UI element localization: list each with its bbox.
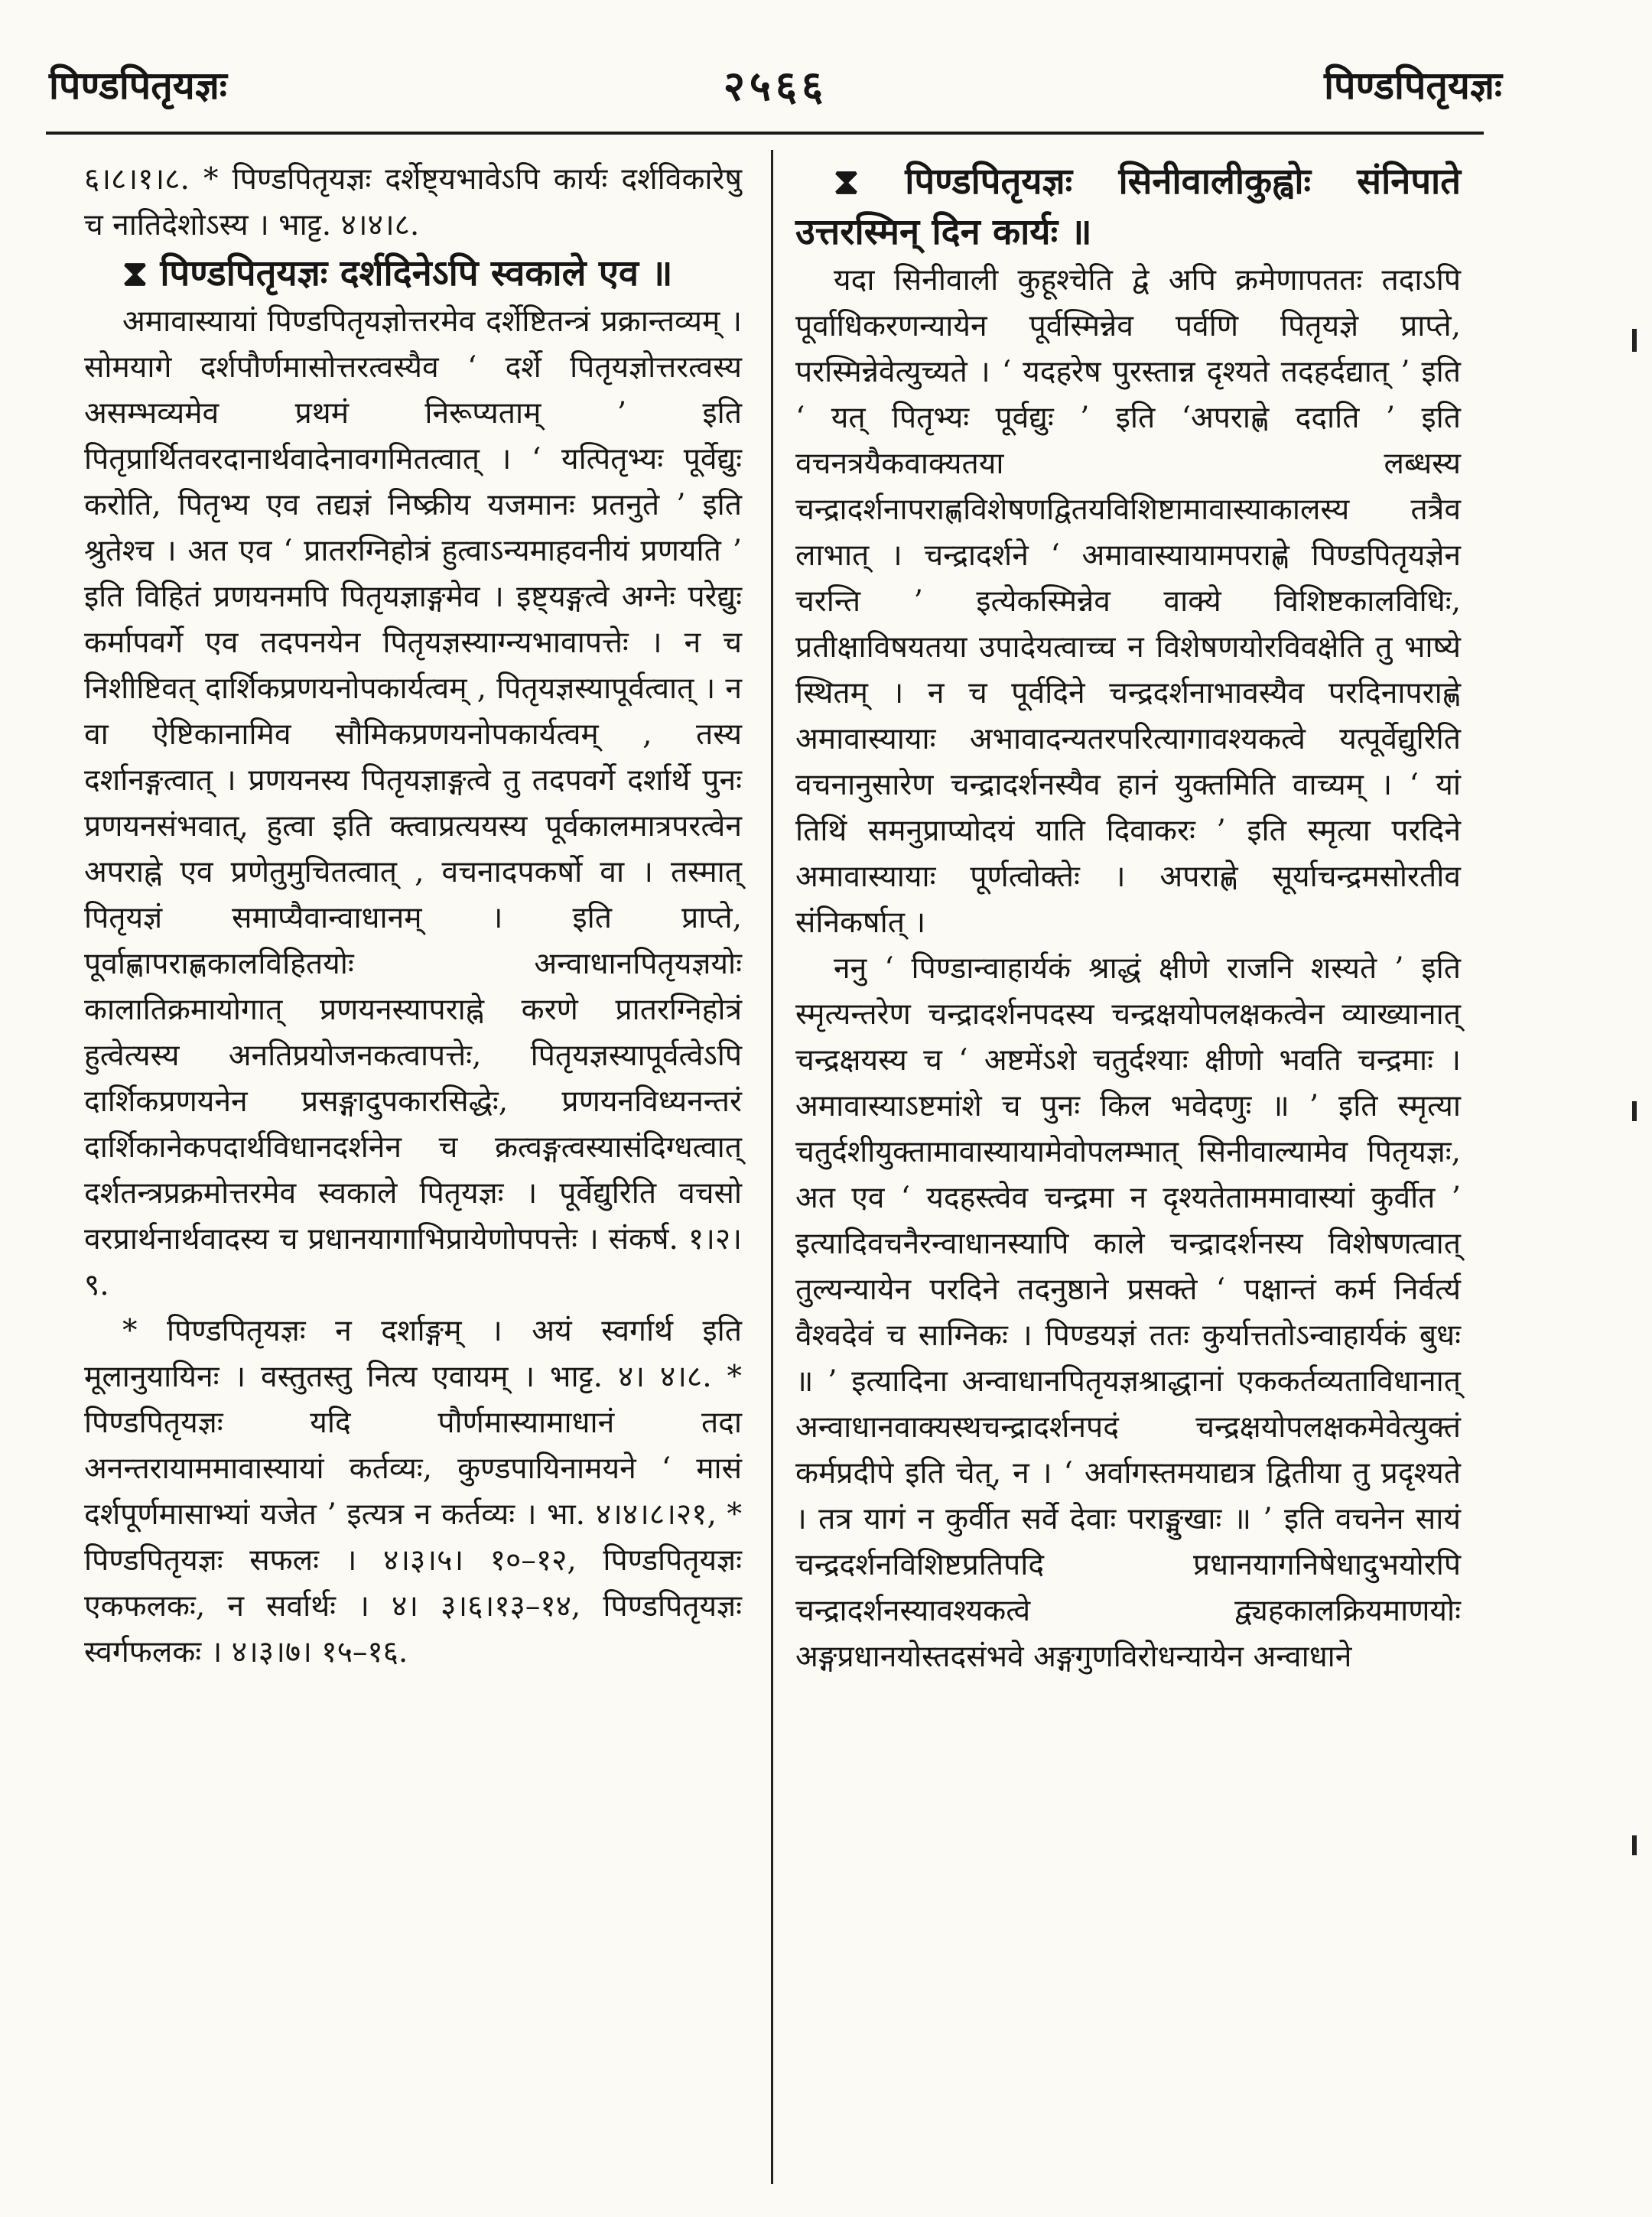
entry-marker-icon: ⧗ (834, 161, 906, 203)
scan-edge-mark (1632, 1835, 1637, 1855)
right-para-2: ननु ‘ पिण्डान्वाहार्यकं श्राद्धं क्षीणे राजनि शस्यते ’ इति स्मृत्यन्तरेण चन्द्रादर्शनपदस्य चन्द्रक्षयोपलक्षकत्वेन व्याख्यानात् चन्द्रक्षयस्य च ‘ अष्टमेंऽशे चतुर्दश्याः क्षीणो भवति चन्द्रमाः । अमावास्याऽष्टमांशे च पुनः किल भवेदणुः ॥ ’ इति स्मृत्या चतुर्दशीयुक्तामावास्यायामेवोपलम्भात् सिनीवाल्यामेव पितृयज्ञः, अत एव ‘ यदहस्त्वेव चन्द्रमा न दृश्यतेताममावास्यां कुर्वीत ’ इत्यादिवचनैरन्वाधानस्यापि काले चन्द्रादर्शनस्य विशेषणत्वात् तुल्यन्यायेन परदिने तदनुष्ठाने प्रसक्ते ‘ पक्षान्तं कर्म निर्वर्त्य वैश्वदेवं च साग्निकः । पिण्डयज्ञं ततः कुर्यात्ततोऽन्वाहार्यकं बुधः ॥ ’ इत्यादिना अन्वाधानपितृयज्ञश्राद्धानां एककर्तव्यताविधानात् अन्वाधानवाक्यस्थचन्द्रादर्शनपदं चन्द्रक्षयोपलक्षकमेवेत्युक्तं कर्मप्रदीपे इति चेत्, न । ‘ अर्वागस्तमयाद्यत्र द्वितीया तु प्रदृश्यते । तत्र यागं न कुर्वीत सर्वे देवाः पराङ्मुखाः ॥ ’ इति वचनेन सायं चन्द्रदर्शनविशिष्टप्रतिपदि प्रधानयागनिषेधादुभयोरपि चन्द्रादर्शनस्यावश्यकत्वे द्व्यहकालक्रियमाणयोः अङ्गप्रधानयोस्तदसंभवे अङ्गगुणविरोधन्यायेन अन्वाधाने (795, 951, 1461, 1674)
scan-edge-mark (1632, 1101, 1637, 1121)
left-entry-heading-text: पिण्डपितृयज्ञः दर्शदिनेऽपि स्वकाले एव ॥ (160, 252, 673, 294)
scan-edge-mark (1632, 329, 1637, 352)
column-divider (771, 150, 773, 2184)
left-para-3: * पिण्डपितृयज्ञः न दर्शाङ्गम् । अयं स्वर्गार्थ इति मूलानुयायिनः । वस्तुतस्तु नित्य एवायम् । भाट्ट. ४। ४।८. * पिण्डपितृयज्ञः यदि पौर्णमास्यामाधानं तदा अनन्तरायाममावास्यायां कर्तव्यः, कुण्डपायिनामयने ‘ मासं दर्शपूर्णमासाभ्यां यजेत ’ इत्यत्र न कर्तव्यः । भा. ४।४।८।२१, * पिण्डपितृयज्ञः सफलः । ४।३।५। १०–१२, पिण्डपितृयज्ञः एकफलकः, न सर्वार्थः । ४। ३।६।१३–१४, पिण्डपितृयज्ञः स्वर्गफलकः । ४।३।७। १५–१६. (84, 1314, 742, 1669)
right-entry-heading-text: पिण्डपितृयज्ञः सिनीवालीकुह्वोः संनिपाते उत्तरस्मिन् दिन कार्यः ॥ (795, 161, 1461, 253)
left-column (84, 157, 742, 1676)
right-para-1: यदा सिनीवाली कुहूश्चेति द्वे अपि क्रमेणापततः तदाऽपि पूर्वाधिकरणन्यायेन पूर्वस्मिन्नेव पर्वणि पितृयज्ञे प्राप्ते, परस्मिन्नेवेत्युच्यते । ‘ यदहरेष पुरस्तान्न दृश्यते तदहर्दद्यात् ’ इति ‘ यत् पितृभ्यः पूर्वद्युः ’ इति ‘अपराह्णे ददाति ’ इति वचनत्रयैकवाक्यतया लब्धस्य चन्द्रादर्शनापराह्णविशेषणद्वितयविशिष्टामावास्याकालस्य तत्रैव लाभात् । चन्द्रादर्शने ‘ अमावास्यायामपराह्णे पिण्डपितृयज्ञेन चरन्ति ’ इत्येकस्मिन्नेव वाक्ये विशिष्टकालविधिः, प्रतीक्षाविषयतया उपादेयत्वाच्च न विशेषणयोरविवक्षेति तु भाष्ये स्थितम् । न च पूर्वदिने चन्द्रदर्शनाभावस्यैव परदिनापराह्णे अमावास्यायाः अभावादन्यतरपरित्यागावश्यकत्वे यत्पूर्वेद्युरिति वचनानुसारेण चन्द्रादर्शनस्यैव हानं युक्तमिति वाच्यम् । ‘ यां तिथिं समनुप्राप्योदयं याति दिवाकरः ’ इति स्मृत्या परदिने अमावास्यायाः पूर्णत्वोक्तेः । अपराह्णे सूर्याचन्द्रमसोरतीव संनिकर्षात् । (795, 263, 1461, 940)
entry-marker-icon: ⧗ (122, 252, 161, 294)
header-right-title: पिण्डपितृयज्ञः (1324, 63, 1502, 108)
page-number: २५६६ (723, 61, 828, 110)
left-para-2: अमावास्यायां पिण्डपितृयज्ञोत्तरमेव दर्शेष्टितन्त्रं प्रक्रान्तव्यम् । सोमयागे दर्शपौर्णमासोत्तरत्वस्यैव ‘ दर्शे पितृयज्ञोत्तरत्वस्य असम्भव्यमेव प्रथमं निरूप्यताम् ’ इति पितृप्रार्थितवरदानार्थवादेनावगमितत्वात् । ‘ यत्पितृभ्यः पूर्वेद्युः करोति, पितृभ्य एव तद्यज्ञं निष्क्रीय यजमानः प्रतनुते ’ इति श्रुतेश्च । अत एव ‘ प्रातरग्निहोत्रं हुत्वाऽन्यमाहवनीयं प्रणयति ’ इति विहितं प्रणयनमपि पितृयज्ञाङ्गमेव । इष्ट्यङ्गत्वे अग्नेः परेद्युः कर्मापवर्गे एव तदपनयेन पितृयज्ञस्याग्न्यभावापत्तेः । न च निशीष्टिवत् दार्शिकप्रणयनोपकार्यत्वम् , पितृयज्ञस्यापूर्वत्वात् । न वा ऐष्टिकानामिव सौमिकप्रणयनोपकार्यत्वम् , तस्य दर्शानङ्गत्वात् । प्रणयनस्य पितृयज्ञाङ्गत्वे तु तदपवर्गे दर्शार्थे पुनः प्रणयनसंभवात्, हुत्वा इति क्त्वाप्रत्ययस्य पूर्वकालमात्रपरत्वेन अपराह्ने एव प्रणेतुमुचितत्वात् , वचनादपकर्षो वा । तस्मात् पितृयज्ञं समाप्यैवान्वाधानम् । इति प्राप्ते, पूर्वाह्णापराह्णकालविहितयोः अन्वाधानपितृयज्ञयोः कालातिक्रमायोगात् प्रणयनस्यापराह्ने करणे प्रातरग्निहोत्रं हुत्वेत्यस्य अनतिप्रयोजनकत्वापत्तेः, पितृयज्ञस्यापूर्वत्वेऽपि दार्शिकप्रणयनेन प्रसङ्गादुपकारसिद्धेः, प्रणयनविध्यनन्तरं दार्शिकानेकपदार्थविधानदर्शनेन च क्रत्वङ्गत्वस्यासंदिग्धत्वात् दर्शतन्त्रप्रक्रमोत्तरमेव स्वकाले पितृयज्ञः । पूर्वेद्युरिति वचसो वरप्रार्थनार्थवादस्य च प्रधानयागाभिप्रायेणोपपत्तेः । संकर्ष. १।२।९. (84, 304, 742, 1302)
left-para-1: ६।८।१।८. * पिण्डपितृयज्ञः दर्शेष्ट्यभावेऽपि कार्यः दर्शविकारेषु च नातिदेशोऽस्य । भाट्ट. ४।४।८. (84, 162, 742, 242)
running-header (49, 55, 1502, 116)
right-column (795, 157, 1461, 1680)
left-entry-heading (84, 249, 742, 299)
header-left-title: पिण्डपितृयज्ञः (49, 63, 227, 108)
header-rule (46, 132, 1484, 135)
right-entry-heading (795, 157, 1461, 258)
